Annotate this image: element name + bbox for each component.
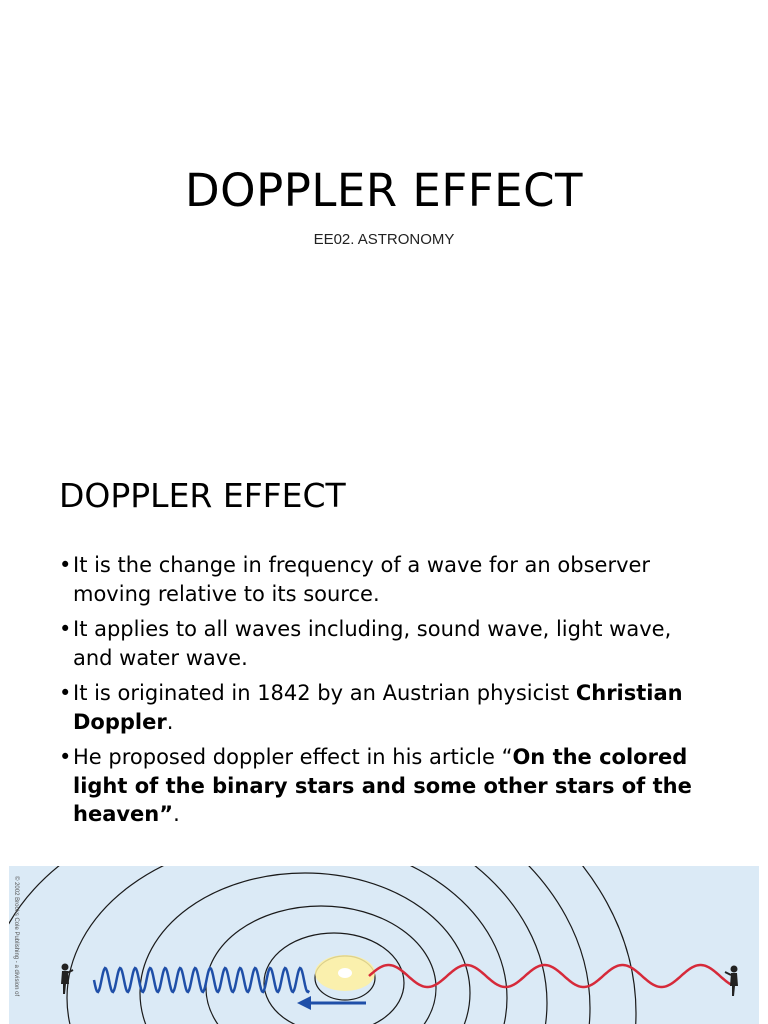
bullet-bold-text: On the colored light of the binary stars and some other stars of the heaven”	[73, 745, 692, 826]
doppler-diagram	[9, 866, 759, 1024]
bullet-item	[59, 679, 709, 736]
bullet-text: .	[173, 802, 180, 826]
bullet-item	[59, 615, 709, 672]
sound-source	[338, 968, 352, 978]
slide-subtitle: EE02. ASTRONOMY	[313, 231, 455, 248]
doppler-illustration	[9, 866, 759, 1024]
copyright-text: © 2002 Brooks Cole Publishing - a division of	[13, 876, 19, 997]
bullet-text: It is originated in 1842 by an Austrian physicist	[73, 681, 576, 705]
bullet-list	[59, 551, 709, 836]
slide-title: DOPPLER EFFECT	[185, 164, 583, 217]
content-slide-title: DOPPLER EFFECT	[59, 476, 346, 515]
bullet-item	[59, 743, 709, 829]
bullet-text: It applies to all waves including, sound wave, light wave, and water wave.	[73, 617, 672, 670]
illustration-background	[9, 866, 759, 1024]
bullet-item	[59, 551, 709, 608]
bullet-text: He proposed doppler effect in his article “	[73, 745, 513, 769]
bullet-bold-text: Christian Doppler	[73, 681, 683, 734]
bullet-text: It is the change in frequency of a wave for an observer moving relative to its source.	[73, 553, 651, 606]
bullet-text: .	[166, 709, 174, 734]
